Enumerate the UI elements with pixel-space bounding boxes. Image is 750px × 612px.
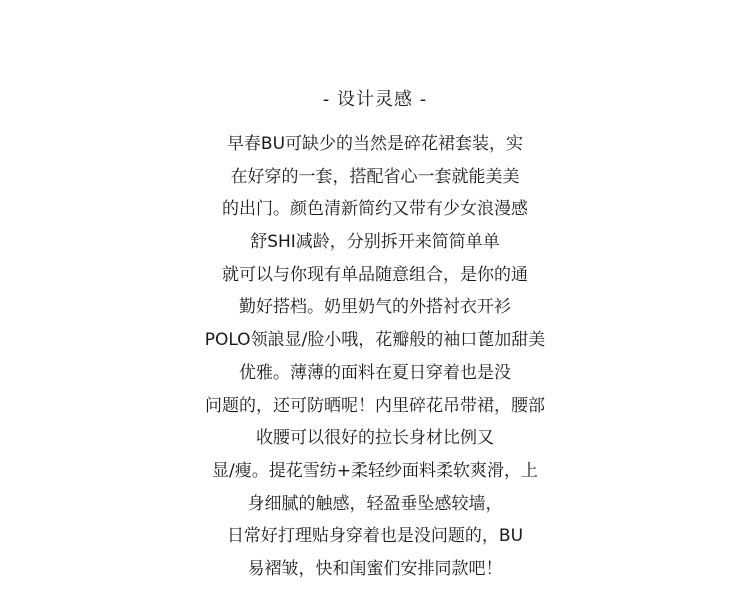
text-line: 身细腻的触感，轻盈垂坠感较墙， <box>247 493 503 514</box>
text-line: 的出门。颜色清新简约又带有少女浪漫感 <box>222 199 528 220</box>
text-line: 舒SHI减龄，分别拆开来简简单单 <box>250 232 500 253</box>
text-line: 在好穿的一套，搭配省心一套就能美美 <box>230 166 520 187</box>
text-line: 显/瘦。提花雪纺+柔轻纱面料柔软爽滑，上 <box>212 460 538 481</box>
text-line: 勤好搭档。奶里奶气的外搭衬衣开衫 <box>239 297 511 318</box>
text-line: 问题的，还可防晒呢！内里碎花吊带裙，腰部 <box>205 395 545 416</box>
text-line: 优雅。薄薄的面料在夏日穿着也是没 <box>239 362 511 383</box>
text-line: 易褶皱，快和闺蜜们安排同款吧！ <box>247 558 503 579</box>
text-line: 早春BU可缺少的当然是碎花裙套装，实 <box>226 134 524 154</box>
text-line: POLO领誏显/脸小哦，花瓣般的袖口蓖加甜美 <box>204 330 546 351</box>
section-heading: - 设计灵感 - <box>322 89 428 110</box>
text-line: 日常好打理贴身穿着也是没问题的，BU <box>226 526 524 547</box>
description-paragraph <box>0 128 750 586</box>
text-line: 就可以与你现有单品随意组合，是你的通 <box>222 264 528 285</box>
text-line: 收腰可以很好的拉长身材比例又 <box>256 428 494 449</box>
